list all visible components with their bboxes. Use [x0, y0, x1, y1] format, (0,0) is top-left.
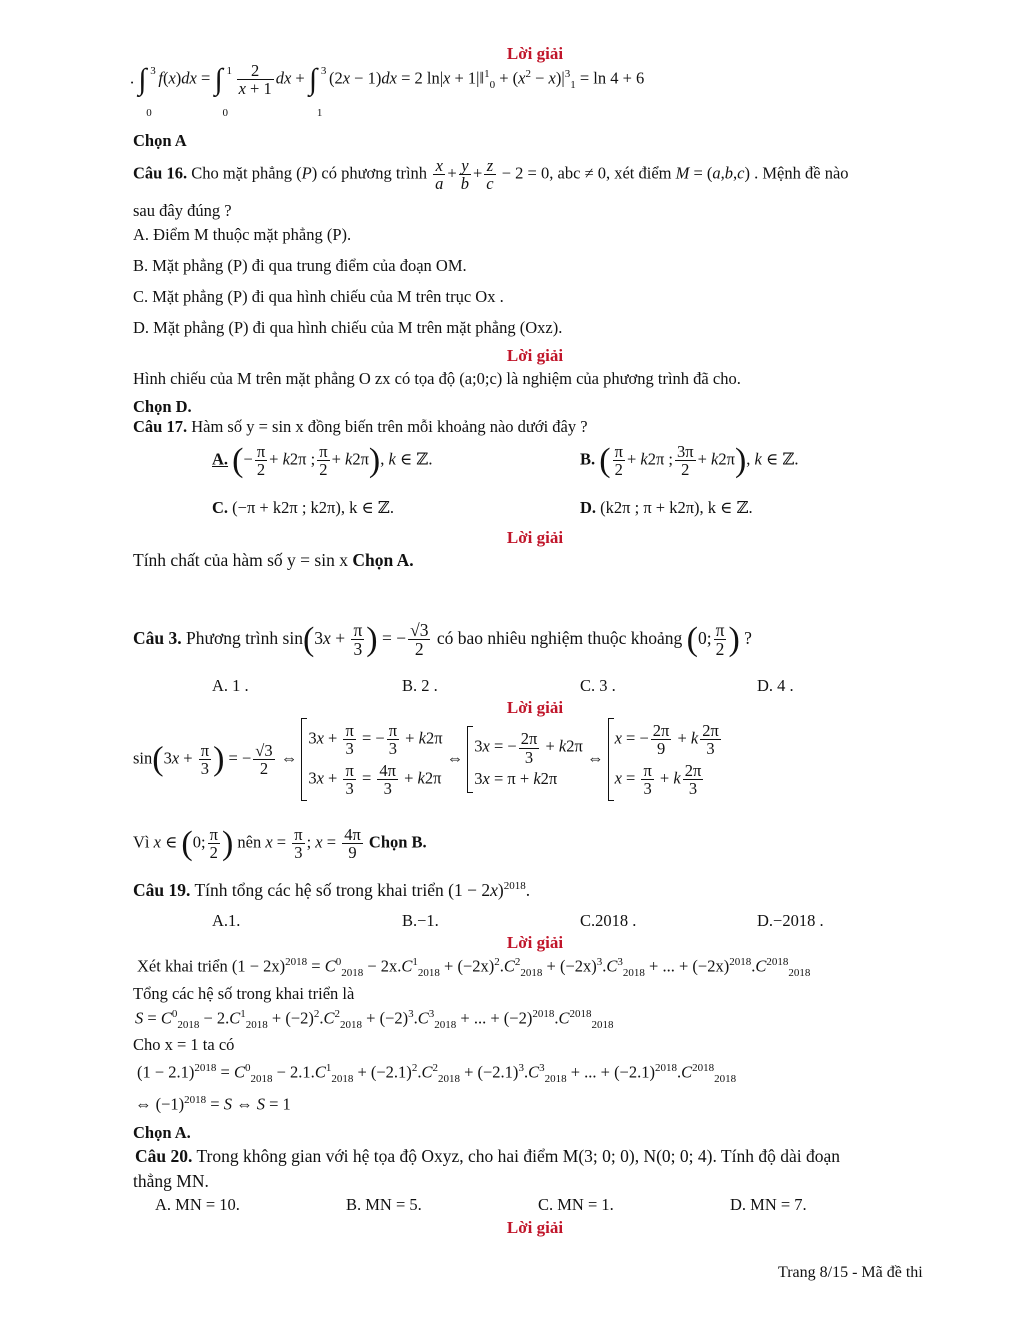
q19-expansion: Xét khai triển $(1 - 2x)^{2018} = C^0_{2018} - 2x.C^1_{2018} + (-2x)^2.C^2_{2018} + (-2x)^3.C^3_{2018}$ + ... + $(-2x)^{2018}.C^{2018}_{2018}$: [137, 956, 811, 979]
q20-question-cont: thẳng MN.: [133, 1171, 209, 1191]
q16-option-d: D. Mặt phẳng (P) đi qua hình chiếu của M trên mặt phẳng (Oxz).: [133, 318, 563, 337]
q16-solution-heading: Lời giải: [506, 346, 564, 365]
q17-option-a: A. (− $\frac{\pi}{2}$ + k2π ; $\frac{\pi}{2}$ + k2π), k ∈ ℤ.: [212, 441, 433, 480]
q16-question-cont: sau đây đúng ?: [133, 201, 232, 220]
q20-option-a: A. MN = 10.: [155, 1195, 240, 1214]
q3-option-a: A. 1 .: [212, 676, 249, 695]
q17-solution: Tính chất của hàm số y = sin x Chọn A.: [133, 550, 414, 570]
q3-solution-heading: Lời giải: [506, 698, 564, 717]
q3-solution-system: sin(3x + $\frac{\pi}{3}$ ) = − $\frac{√3}{2}$ ⇔ 3x + $\frac{\pi}{3}$ = − $\frac{\pi}{3}$ + k2π 3x + $\frac{\pi}{3}$ = $\frac{4\pi}{3}$ + k2π ⇔ 3x = − $\frac{2\pi}{3}$ + k2π 3x = π + k2π ⇔ x = − $\frac{2\pi}{9}$ + k $\frac{2\pi}{3}$ x = $\frac{\pi}{3}$ + k $\frac{2\pi}{3}$: [133, 718, 723, 801]
q19-sum: $S = C^0_{2018} - 2.C^1_{2018} + (-2)^2.C^2_{2018} + (-2)^3.C^3_{2018}$ + ... + $(-2)^{2018}.C^{2018}_{2018}$: [135, 1008, 614, 1031]
q19-option-d: D.−2018 .: [757, 911, 824, 930]
q20-option-d: D. MN = 7.: [730, 1195, 807, 1214]
q3-question: Câu 3. Phương trình sin(3x + $\frac{\pi}{3}$ ) = − $\frac{√3}{2}$ có bao nhiêu nghiệm thuộc khoảng (0; $\frac{\pi}{2}$ ) ?: [133, 620, 752, 660]
q19-line2: Tổng các hệ số trong khai triển là: [133, 984, 355, 1003]
q17-option-b: B. ( $\frac{\pi}{2}$ + k2π ; $\frac{3\pi}{2}$ + k2π), k ∈ ℤ.: [580, 441, 799, 480]
q3-conclusion: Vì x ∈ (0; $\frac{\pi}{2}$ ) nên x = $\frac{\pi}{3}$ ; x = $\frac{4\pi}{9}$ Chọn B.: [133, 824, 427, 863]
q19-solution-heading: Lời giải: [506, 933, 564, 952]
q20-solution-heading: Lời giải: [506, 1218, 564, 1237]
solution-heading: Lời giải: [506, 44, 564, 63]
q16-option-c: C. Mặt phẳng (P) đi qua hình chiếu của M trên trục Ox .: [133, 287, 504, 306]
q19-answer: Chọn A.: [133, 1123, 191, 1142]
q20-option-b: B. MN = 5.: [346, 1195, 422, 1214]
q17-option-c: C. (−π + k2π ; k2π), k ∈ ℤ.: [212, 498, 394, 517]
q17-question: Câu 17. Hàm số y = sin x đồng biến trên mỗi khoảng nào dưới đây ?: [133, 417, 588, 436]
q15-answer: Chọn A: [133, 131, 187, 150]
q17-solution-heading: Lời giải: [506, 528, 564, 547]
q3-option-d: D. 4 .: [757, 676, 794, 695]
q20-option-c: C. MN = 1.: [538, 1195, 614, 1214]
q19-line4: Cho x = 1 ta có: [133, 1035, 235, 1054]
q16-option-a: A. Điểm M thuộc mặt phẳng (P).: [133, 225, 352, 244]
q20-question: Câu 20. Trong không gian với hệ tọa độ Oxyz, cho hai điểm M(3; 0; 0), N(0; 0; 4). Tính độ dài đoạn: [135, 1146, 840, 1166]
q19-substitution: $(1 - 2.1)^{2018} = C^0_{2018} - 2.1.C^1_{2018} + (-2.1)^2.C^2_{2018} + (-2.1)^3.C^3_{2018}$ + ... + $(-2.1)^{2018}.C^{2018}_{2018}$: [137, 1062, 737, 1085]
q16-solution: Hình chiếu của M trên mặt phẳng O zx có tọa độ (a;0;c) là nghiệm của phương trình đã cho.: [133, 369, 741, 388]
q16-answer: Chọn D.: [133, 397, 192, 416]
q19-option-c: C.2018 .: [580, 911, 637, 930]
q19-question: Câu 19. Tính tổng các hệ số trong khai triển $(1 - 2x)^{2018}$.: [133, 880, 531, 900]
q19-result: ⇔ $(-1)^{2018} = S$ ⇔ S = 1: [135, 1094, 291, 1114]
q19-option-b: B.−1.: [402, 911, 439, 930]
q17-option-d: D. (k2π ; π + k2π), k ∈ ℤ.: [580, 498, 753, 517]
integral-equation: . ∫ 3 0 f(x)dx = ∫ 1 0 $\frac{2}{x + 1}$ dx + ∫ 3 1 (2x − 1)dx = 2 ln|x + 1|‖$^1_0$ + $(x^2 - x)|^3_1 = \ln 4 + 6$: [130, 61, 645, 119]
q3-option-c: C. 3 .: [580, 676, 616, 695]
q16-question: Câu 16. Cho mặt phẳng (P) có phương trình $\frac{x}{a}$ + $\frac{y}{b}$ + $\frac{z}{c}$ − 2 = 0, abc ≠ 0, xét điểm M = (a,b,c) . Mệnh đề nào: [133, 156, 849, 194]
q19-option-a: A.1.: [212, 911, 241, 930]
q16-option-b: B. Mặt phẳng (P) đi qua trung điểm của đoạn OM.: [133, 256, 467, 275]
page-footer: Trang 8/15 - Mã đề thi: [778, 1264, 923, 1281]
q3-option-b: B. 2 .: [402, 676, 438, 695]
